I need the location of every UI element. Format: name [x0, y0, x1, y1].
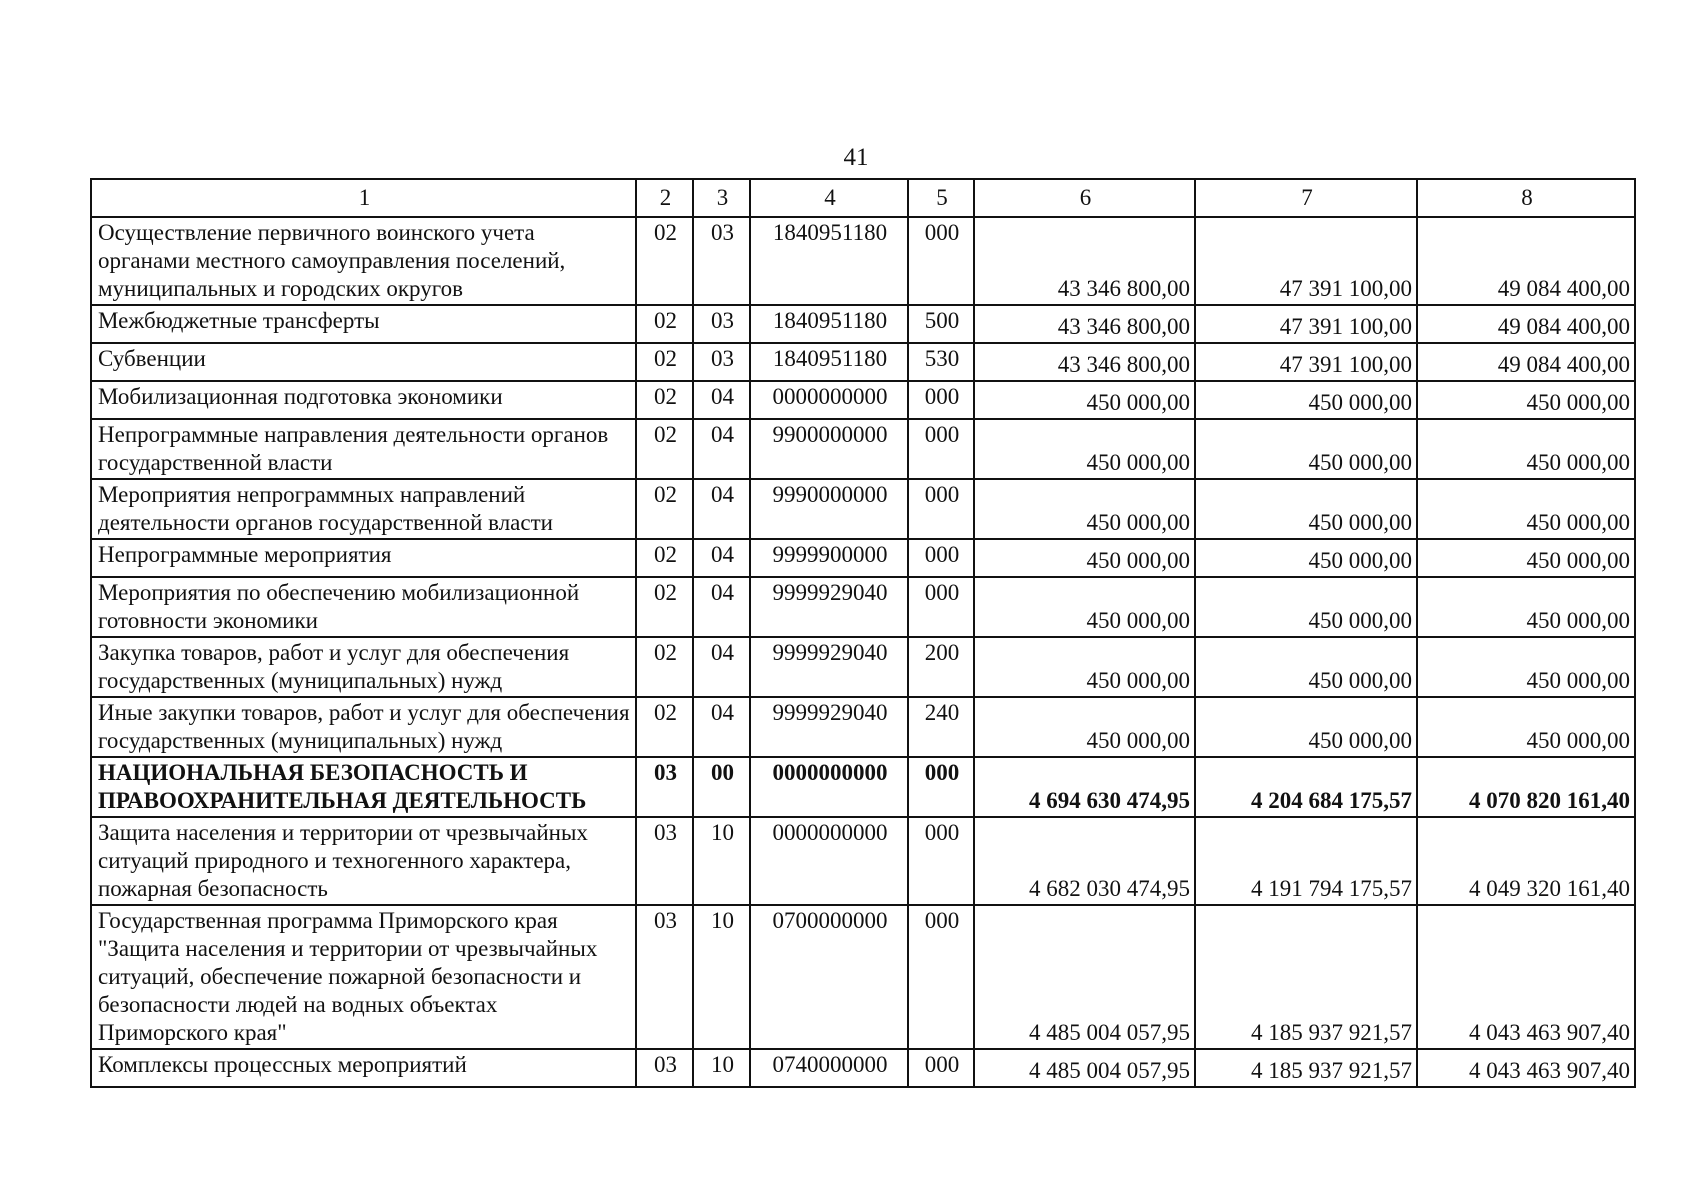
- amount-col7: 4 204 684 175,57: [1195, 757, 1417, 817]
- table-row: [91, 905, 1635, 1049]
- table-row: [91, 637, 1635, 697]
- amount-col6: 4 485 004 057,95: [974, 1049, 1195, 1087]
- subsection-code: 04: [693, 697, 750, 757]
- section-code: 02: [636, 305, 693, 343]
- row-name: Непрограммные мероприятия: [91, 539, 636, 577]
- subsection-code: 03: [693, 217, 750, 305]
- subsection-code: 04: [693, 577, 750, 637]
- amount-col7: 47 391 100,00: [1195, 305, 1417, 343]
- column-header: 8: [1417, 179, 1635, 217]
- target-article-code: 0000000000: [750, 817, 908, 905]
- page-number: 41: [843, 144, 869, 171]
- section-code: 02: [636, 577, 693, 637]
- column-header: 1: [91, 179, 636, 217]
- section-code: 02: [636, 419, 693, 479]
- amount-col8: 4 043 463 907,40: [1417, 1049, 1635, 1087]
- amount-col7: 4 191 794 175,57: [1195, 817, 1417, 905]
- amount-col7: 47 391 100,00: [1195, 217, 1417, 305]
- amount-col6: 450 000,00: [974, 419, 1195, 479]
- subsection-code: 10: [693, 1049, 750, 1087]
- section-code: 02: [636, 479, 693, 539]
- target-article-code: 9999929040: [750, 697, 908, 757]
- expense-type-code: 240: [908, 697, 974, 757]
- amount-col7: 450 000,00: [1195, 577, 1417, 637]
- amount-col8: 450 000,00: [1417, 479, 1635, 539]
- row-name: Осуществление первичного воинского учета органами местного самоуправления поселений, муниципальных и городских округов: [91, 217, 636, 305]
- table-row: [91, 381, 1635, 419]
- amount-col7: 4 185 937 921,57: [1195, 905, 1417, 1049]
- section-code: 03: [636, 1049, 693, 1087]
- amount-col8: 4 043 463 907,40: [1417, 905, 1635, 1049]
- amount-col7: 450 000,00: [1195, 539, 1417, 577]
- target-article-code: 9999929040: [750, 637, 908, 697]
- expense-type-code: 200: [908, 637, 974, 697]
- subsection-code: 04: [693, 419, 750, 479]
- amount-col8: 450 000,00: [1417, 697, 1635, 757]
- expense-type-code: 530: [908, 343, 974, 381]
- row-name: Государственная программа Приморского края "Защита населения и территории от чрезвычайных ситуаций, обеспечение пожарной безопасности и безопасности людей на водных объектах Приморского края": [91, 905, 636, 1049]
- amount-col6: 4 682 030 474,95: [974, 817, 1195, 905]
- amount-col6: 43 346 800,00: [974, 343, 1195, 381]
- table-row: [91, 1049, 1635, 1087]
- target-article-code: 9990000000: [750, 479, 908, 539]
- amount-col6: 4 694 630 474,95: [974, 757, 1195, 817]
- subsection-code: 10: [693, 817, 750, 905]
- row-name: Мероприятия по обеспечению мобилизационной готовности экономики: [91, 577, 636, 637]
- row-name: Закупка товаров, работ и услуг для обеспечения государственных (муниципальных) нужд: [91, 637, 636, 697]
- target-article-code: 0700000000: [750, 905, 908, 1049]
- row-name: Мероприятия непрограммных направлений деятельности органов государственной власти: [91, 479, 636, 539]
- subsection-code: 04: [693, 637, 750, 697]
- section-code: 02: [636, 697, 693, 757]
- table-row: [91, 419, 1635, 479]
- table-row: [91, 479, 1635, 539]
- amount-col6: 450 000,00: [974, 381, 1195, 419]
- amount-col7: 450 000,00: [1195, 419, 1417, 479]
- target-article-code: 1840951180: [750, 217, 908, 305]
- amount-col7: 450 000,00: [1195, 381, 1417, 419]
- expense-type-code: 000: [908, 217, 974, 305]
- amount-col8: 450 000,00: [1417, 419, 1635, 479]
- amount-col7: 450 000,00: [1195, 479, 1417, 539]
- row-name: Непрограммные направления деятельности органов государственной власти: [91, 419, 636, 479]
- section-code: 02: [636, 381, 693, 419]
- section-code: 03: [636, 757, 693, 817]
- expense-type-code: 000: [908, 479, 974, 539]
- row-name: Мобилизационная подготовка экономики: [91, 381, 636, 419]
- amount-col8: 49 084 400,00: [1417, 217, 1635, 305]
- subsection-code: 04: [693, 479, 750, 539]
- section-code: 03: [636, 817, 693, 905]
- section-code: 02: [636, 343, 693, 381]
- amount-col7: 4 185 937 921,57: [1195, 1049, 1417, 1087]
- amount-col6: 450 000,00: [974, 539, 1195, 577]
- target-article-code: 1840951180: [750, 305, 908, 343]
- expense-type-code: 000: [908, 817, 974, 905]
- amount-col7: 450 000,00: [1195, 637, 1417, 697]
- subsection-code: 03: [693, 305, 750, 343]
- target-article-code: 9999929040: [750, 577, 908, 637]
- expense-type-code: 000: [908, 381, 974, 419]
- target-article-code: 9900000000: [750, 419, 908, 479]
- amount-col8: 49 084 400,00: [1417, 343, 1635, 381]
- subsection-code: 04: [693, 539, 750, 577]
- row-name: НАЦИОНАЛЬНАЯ БЕЗОПАСНОСТЬ И ПРАВООХРАНИТЕЛЬНАЯ ДЕЯТЕЛЬНОСТЬ: [91, 757, 636, 817]
- section-code: 02: [636, 217, 693, 305]
- expense-type-code: 000: [908, 539, 974, 577]
- target-article-code: 9999900000: [750, 539, 908, 577]
- column-header: 2: [636, 179, 693, 217]
- table-row: [91, 343, 1635, 381]
- expense-type-code: 000: [908, 905, 974, 1049]
- target-article-code: 0740000000: [750, 1049, 908, 1087]
- amount-col8: 49 084 400,00: [1417, 305, 1635, 343]
- amount-col6: 450 000,00: [974, 577, 1195, 637]
- section-code: 03: [636, 905, 693, 1049]
- table-row: [91, 305, 1635, 343]
- amount-col8: 4 070 820 161,40: [1417, 757, 1635, 817]
- amount-col7: 450 000,00: [1195, 697, 1417, 757]
- budget-table: [90, 178, 1636, 1088]
- subsection-code: 04: [693, 381, 750, 419]
- amount-col8: 450 000,00: [1417, 539, 1635, 577]
- table-row: [91, 817, 1635, 905]
- amount-col6: 450 000,00: [974, 697, 1195, 757]
- table-row: [91, 539, 1635, 577]
- table-row: [91, 697, 1635, 757]
- amount-col6: 450 000,00: [974, 479, 1195, 539]
- expense-type-code: 000: [908, 577, 974, 637]
- subsection-code: 10: [693, 905, 750, 1049]
- row-name: Комплексы процессных мероприятий: [91, 1049, 636, 1087]
- expense-type-code: 500: [908, 305, 974, 343]
- amount-col7: 47 391 100,00: [1195, 343, 1417, 381]
- amount-col6: 43 346 800,00: [974, 217, 1195, 305]
- table-row-section-total: [91, 757, 1635, 817]
- column-header: 3: [693, 179, 750, 217]
- amount-col8: 4 049 320 161,40: [1417, 817, 1635, 905]
- expense-type-code: 000: [908, 1049, 974, 1087]
- column-header: 4: [750, 179, 908, 217]
- target-article-code: 0000000000: [750, 757, 908, 817]
- subsection-code: 03: [693, 343, 750, 381]
- amount-col8: 450 000,00: [1417, 381, 1635, 419]
- row-name: Защита населения и территории от чрезвычайных ситуаций природного и техногенного характера, пожарная безопасность: [91, 817, 636, 905]
- column-number-row: [91, 179, 1635, 217]
- target-article-code: 0000000000: [750, 381, 908, 419]
- table-row: [91, 217, 1635, 305]
- column-header: 7: [1195, 179, 1417, 217]
- target-article-code: 1840951180: [750, 343, 908, 381]
- amount-col6: 450 000,00: [974, 637, 1195, 697]
- section-code: 02: [636, 637, 693, 697]
- table-row: [91, 577, 1635, 637]
- column-header: 5: [908, 179, 974, 217]
- row-name: Межбюджетные трансферты: [91, 305, 636, 343]
- column-header: 6: [974, 179, 1195, 217]
- expense-type-code: 000: [908, 757, 974, 817]
- section-code: 02: [636, 539, 693, 577]
- expense-type-code: 000: [908, 419, 974, 479]
- row-name: Субвенции: [91, 343, 636, 381]
- amount-col6: 4 485 004 057,95: [974, 905, 1195, 1049]
- subsection-code: 00: [693, 757, 750, 817]
- amount-col6: 43 346 800,00: [974, 305, 1195, 343]
- amount-col8: 450 000,00: [1417, 637, 1635, 697]
- row-name: Иные закупки товаров, работ и услуг для обеспечения государственных (муниципальных) нужд: [91, 697, 636, 757]
- amount-col8: 450 000,00: [1417, 577, 1635, 637]
